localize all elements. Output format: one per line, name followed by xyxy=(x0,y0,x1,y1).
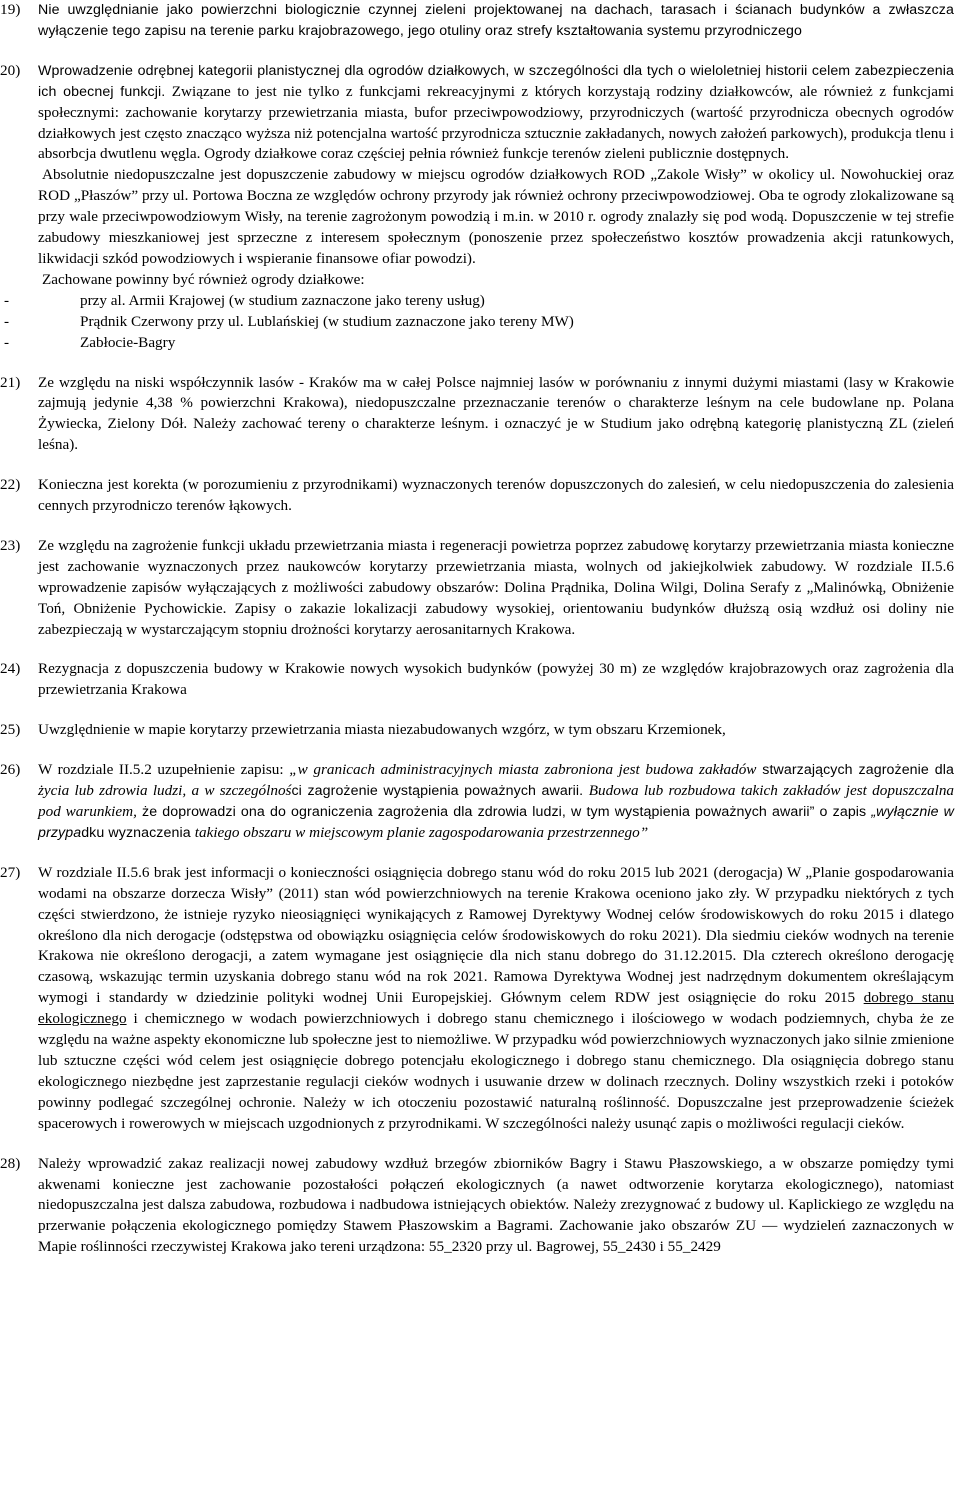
list-item-25 xyxy=(0,720,960,741)
item-text-cont: Związane to jest nie tylko z funkcjami rekreacyjnymi z których korzystają rodziny działkowców, ale również z funkcjami społecznymi: zachowanie korytarzy przewietrzania miasta, bufor przeciwpowodziowy, przyrodniczych (wartość przyrodnicza obecnych ogrodów działkowych jest często znacząco wyższa niż potencjalna wartość przyrodnicza sztucznie zakładanych, nowych założeń parkowych), produkcja tlenu i absorbcja dwutlenu węgla. Ogrody działkowe coraz częściej pełnia również funkcje terenów zieleni publicznie dostępnych. xyxy=(38,82,954,163)
dash-list-item: - przy al. Armii Krajowej (w studium zaznaczone jako tereny usług) xyxy=(0,291,954,312)
spacer xyxy=(0,42,960,61)
item-number: 22) xyxy=(0,476,21,494)
item-number: 28) xyxy=(0,1154,21,1172)
text-run-sans: stwarzających zagrożenie dla xyxy=(756,762,954,779)
item-text: Należy wprowadzić zakaz realizacji nowej zabudowy wzdłuż brzegów zbiorników Bagry i Stawu Płaszowskiego, a w obszarze pomiędzy tymi akwenami konieczne jest zachowanie pozostałości połączeń ekologicznych (a nawet odtworzenie korytarza ekologicznego), natomiast niedopuszczalna jest dalsza zabudowa, rozbudowa i nadbudowa istniejących obiektów. Należy zrezygnować z budowy ul. Kaplickiego ze względu na przerwanie połączenia ekologicznego pomiędzy Stawem Płaszowskim a Bagrami. Zachowanie jako obszarów ZU — wydzieleń zaznaczonych w Mapie roślinności rzeczywistej Krakowa jako tereni urządzona: 55_2320 przy ul. Bagrowej, 55_2430 i 55_2429 xyxy=(38,1154,954,1256)
item-number: 25) xyxy=(0,721,21,739)
item-number: 20) xyxy=(0,61,21,79)
item-number: 24) xyxy=(0,660,21,678)
item-number: 21) xyxy=(0,373,21,391)
list-item-26 xyxy=(0,760,960,844)
list-item-22 xyxy=(0,475,960,517)
text-run: i chemicznego w wodach powierzchniowych i dobrego stanu chemicznego i ilościowego w wodach podziemnych, chyba że ze względu na ważne aspekty ekonomiczne lub społeczne jest to niemożliwe. W przypadku wód powierzchniowych wyznaczonych jako silnie zmienione lub sztuczne części wód celem jest osiągnięcie dobrego potencjału ekologicznego i dobrego stanu chemicznego. Dla osiągnięcia dobrego stanu ekologicznego niezbędne jest zaprzestanie regulacji cieków wodnych i usuwanie drzew w dolinach rzecznych. Doliny wszystkich rzeki i potoków powinny podlegać szczególnej ochronie. Należy w ich otoczeniu pozostawić naturalną roślinność. Dopuszczalne jest przeprowadzenie ścieżek spacerowych i rowerowych w miejscach uzgodnionych z przyrodnikami. W szczególności należy usunąć zapis o możliwości regulacji cieków. xyxy=(38,1010,954,1132)
underlined-text: dobrego stanu ekologicznego xyxy=(38,989,954,1028)
text-run-italic: Budowa lub rozbudowa takich zakładów jest dopuszczalna pod warunkiem, xyxy=(38,782,955,820)
item-number: 23) xyxy=(0,536,21,554)
spacer xyxy=(0,1135,960,1154)
list-item-27 xyxy=(0,863,960,1135)
list-item-28 xyxy=(0,1154,960,1259)
item-paragraph: Absolutnie niedopuszczalne jest dopuszczenie zabudowy w miejscu ogrodów działkowych ROD „Zakole Wisły” w okolicy ul. Nowohuckiej oraz ROD „Płaszów” przy ul. Portowa Boczna ze względów ochrony przyrody jak również ochrony przeciwpowodziowej. Oba te ogrody zlokalizowane są przy wale przeciwpowodziowym Wisły, na terenie zagrożonym powodzią i m.in. w 2010 r. ogrody znalazły się pod wodą. Dopuszczenie w tej strefie zabudowy mieszkaniowej jest sprzeczne z interesem społecznym (ponoszenie przez społeczeństwo kosztów prowadzenia akcji ratunkowych, likwidacji szkód powodziowych i wspieranie finansowe ofiar powodzi). xyxy=(38,166,954,267)
text-run-sans: że doprowadzi ona do ograniczenia zagrożenia dla zdrowia ludzi, w tym wystąpienia poważnych awarii” o zapis xyxy=(136,804,872,820)
text-run-sans: ci zagrożenie wystąpienia poważnych awarii. xyxy=(291,783,589,800)
text-run: W rozdziale II.5.2 uzupełnienie zapisu: xyxy=(38,761,290,779)
item-text xyxy=(38,863,954,1135)
item-text: Nie uwzględnianie jako powierzchni biologicznie czynnej zieleni projektowanej na dachach, tarasach i ścianach budynków a zwłaszcza wyłączenie tego zapisu na terenie parku krajobrazowego, jego otuliny oraz strefy kształtowania systemu przyrodniczego xyxy=(38,2,954,39)
item-text-lead: Wprowadzenie odrębnej kategorii planistycznej dla ogrodów działkowych, w szczególności dla tych o wieloletniej historii celem zabezpieczenia ich obecnej funkcji. xyxy=(38,62,954,100)
item-text: Ze względu na zagrożenie funkcji układu przewietrzania miasta i regeneracji powietrza poprzez zabudowę korytarzy przewietrzania miasta konieczne jest zachowanie wyznaczonych przez naukowców korytarzy przewietrzania miasta, wolnych od jakiejkolwiek zabudowy. W rozdziale II.5.6 wprowadzenie zapisów wyłączających z możliwości zabudowy obszarów: Dolina Prądnika, Dolina Wilgi, Dolina Serafy z „Malinówką, Obniżenie Toń, Obniżenie Pychowickie. Zapisy o zakazie lokalizacji zabudowy wysokiej, orientowaniu budynków dłuższą osią wzdłuż osi doliny nie zabezpieczają w wystarczającym stopniu drożności korytarzy aerosanitarnych Krakowa. xyxy=(38,536,954,638)
item-text: Konieczna jest korekta (w porozumieniu z przyrodnikami) wyznaczonych terenów dopuszczonych do zalesień, w celu niedopuszczenia do zalesienia cennych przyrodniczo terenów łąkowych. xyxy=(38,476,954,515)
text-run-italic: „w granicach administracyjnych miasta zabroniona jest budowa zakładów xyxy=(289,761,757,779)
spacer xyxy=(0,741,960,760)
item-number: 19) xyxy=(0,1,21,18)
list-item-19 xyxy=(0,0,960,42)
text-run: W rozdziale II.5.6 brak jest informacji o konieczności osiągnięcia dobrego stanu wód do roku 2015 lub 2021 (derogacja) W „Planie gospodarowania wodami na obszarze dorzecza Wisły” (2011) stan wód powierzchniowych na terenie Krakowa oceniono jako zły. W przypadku niektórych z tych części stwierdzono, że istnieje ryzyko nieosiągnięci wynikających z Ramowej Dyrektywy Wodnej celów środowiskowych do roku 2015 i dlatego określono dla nich derogacje (odstępstwa od obowiązku osiągnięcia celów środowiskowych do roku 2021). Dla siedmiu cieków wodnych na terenie Krakowa nie określono derogacji, a zatem wymagane jest osiągnięcie dla nich stanu dobrego do 31.12.2015. Dla czterech określono derogację czasową, wskazując termin uzyskania dobrego stanu wód na rok 2021. Ramowa Dyrektywa Wodnej jest nadrzędnym dokumentem określającym wymogi i standardy w dziedzinie polityki wodnej Unii Europejskiej. Głównym celem RDW jest osiągnięcie do roku 2015 xyxy=(38,863,954,1007)
dash-list-item: - Prądnik Czerwony przy ul. Lublańskiej (w studium zaznaczone jako tereny MW) xyxy=(0,312,954,333)
list-item-23 xyxy=(0,536,960,641)
item-text: Uwzględnienie w mapie korytarzy przewietrzania miasta niezabudowanych wzgórz, w tym obszaru Krzemionek, xyxy=(38,721,726,739)
spacer xyxy=(0,354,960,373)
item-text: Rezygnacja z dopuszczenia budowy w Krakowie nowych wysokich budynków (powyżej 30 m) ze względów krajobrazowych oraz zagrożenia dla przewietrzania Krakowa xyxy=(38,660,954,699)
spacer xyxy=(0,844,960,863)
dash-list-item: - Zabłocie-Bagry xyxy=(0,333,954,354)
item-number: 27) xyxy=(0,863,21,881)
list-item-20 xyxy=(0,61,960,354)
item-number: 26) xyxy=(0,761,21,779)
dash-list xyxy=(0,291,954,354)
item-paragraph: Zachowane powinny być również ogrody działkowe: xyxy=(42,270,365,288)
text-run-italic: życia lub zdrowia ludzi, a w szczególnoś xyxy=(38,782,292,800)
spacer xyxy=(0,640,960,659)
item-text xyxy=(38,61,954,166)
list-item-21 xyxy=(0,373,960,457)
text-run-italic: „wyłącznie w przypa xyxy=(38,804,955,841)
list-item-24 xyxy=(0,659,960,701)
spacer xyxy=(0,517,960,536)
text-run-sans: dku wyznaczenia xyxy=(81,824,195,841)
spacer xyxy=(0,456,960,475)
text-run-italic: takiego obszaru w miejscowym planie zagospodarowania przestrzennego” xyxy=(194,823,649,841)
item-text xyxy=(38,760,954,844)
spacer xyxy=(0,701,960,720)
item-text: Ze względu na niski współczynnik lasów - Kraków ma w całej Polsce najmniej lasów w porównaniu z innymi dużymi miastami (lasy w Krakowie zajmują jedynie 4,38 % powierzchni Krakowa), niedopuszczalne przeznaczanie terenów o charakterze leśnym na cele budowlane np. Polana Żywiecka, Zielony Dół. Należy zachować tereny o charakterze leśnym. i oznaczyć je w Studium jako odrębną kategorię planistyczną ZL (zieleń leśna). xyxy=(38,373,954,454)
